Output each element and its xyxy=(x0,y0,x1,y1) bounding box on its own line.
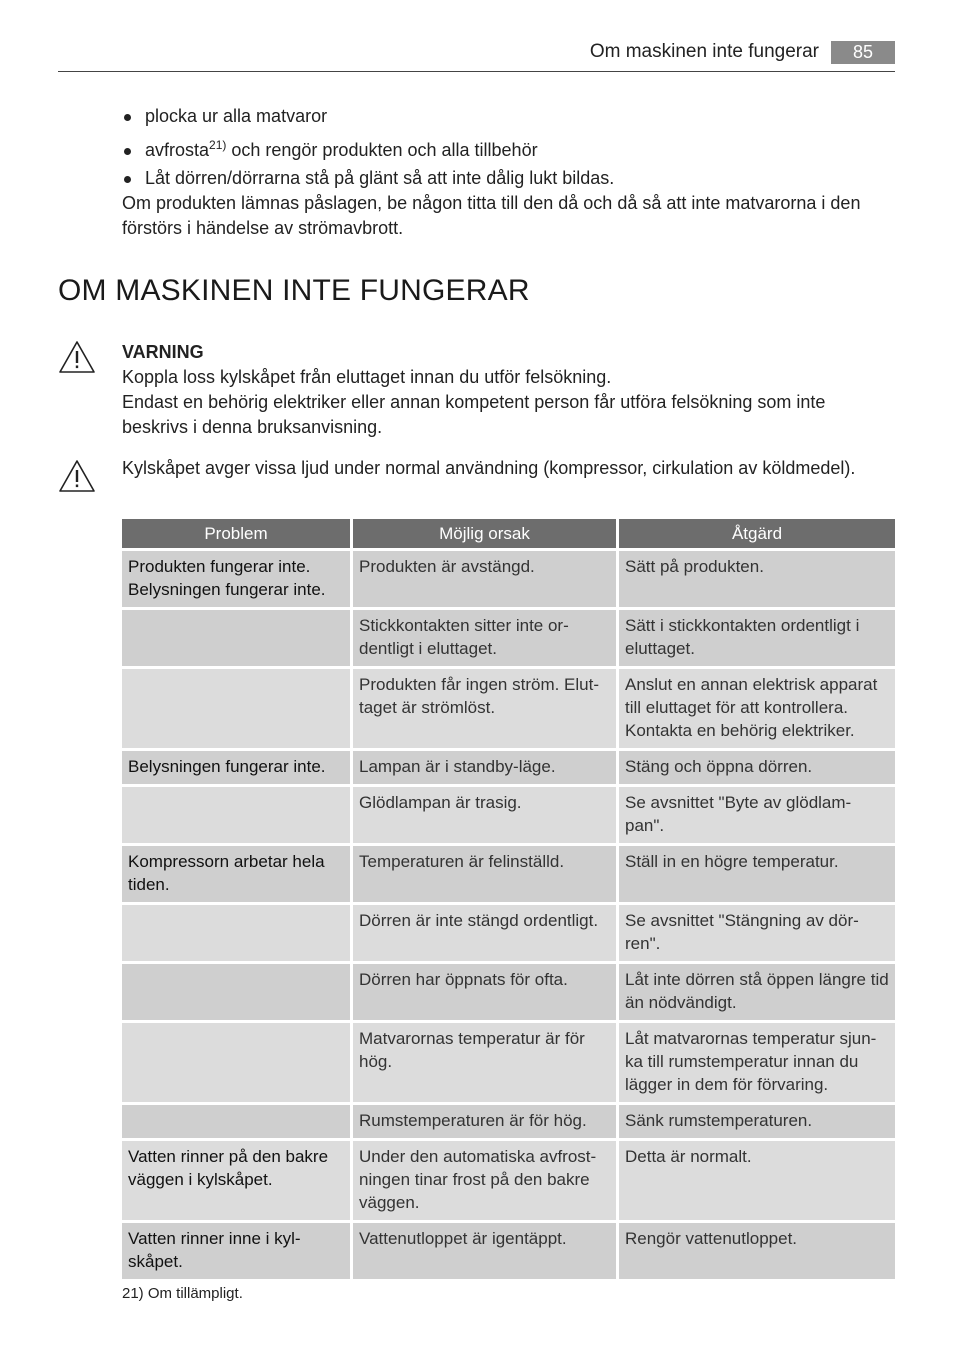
problem-cell xyxy=(122,905,353,964)
problem-cell xyxy=(122,1023,353,1105)
section-title: OM MASKINEN INTE FUNGERAR xyxy=(58,274,530,307)
warning-line: Koppla loss kylskåpet från eluttaget innan du utför felsökning. xyxy=(122,367,612,387)
list-item xyxy=(122,104,892,132)
cleaning-bullet-list xyxy=(122,104,892,241)
cause-cell: Produkten får ingen ström. Elut-taget är strömlöst. xyxy=(353,669,619,751)
warning-triangle-icon xyxy=(58,340,96,374)
action-cell: Anslut en annan elektrisk apparat till eluttaget för att kontrollera. Kontakta en behörig elektriker. xyxy=(619,669,895,751)
action-cell: Se avsnittet "Byte av glödlam-pan". xyxy=(619,787,895,846)
warning-heading: VARNING xyxy=(122,342,204,362)
action-cell: Sätt i stickkontakten ordentligt i eluttaget. xyxy=(619,610,895,669)
table-row xyxy=(122,787,895,846)
cause-cell: Produkten är avstängd. xyxy=(353,551,619,610)
table-row xyxy=(122,905,895,964)
bullet-icon xyxy=(124,114,131,121)
action-cell: Detta är normalt. xyxy=(619,1141,895,1223)
cause-cell: Under den automatiska avfrost-ningen tinar frost på den bakre väggen. xyxy=(353,1141,619,1223)
action-cell: Låt matvarornas temperatur sjun-ka till rumstemperatur innan du lägger in dem för förvaring. xyxy=(619,1023,895,1105)
problem-cell xyxy=(122,787,353,846)
bullet-icon xyxy=(124,176,131,183)
problem-cell: Produkten fungerar inte. Belysningen fungerar inte. xyxy=(122,551,353,610)
problem-cell xyxy=(122,610,353,669)
list-item xyxy=(122,166,892,191)
action-cell: Låt inte dörren stå öppen längre tid än nödvändigt. xyxy=(619,964,895,1023)
problem-cell: Kompressorn arbetar hela tiden. xyxy=(122,846,353,905)
problem-cell xyxy=(122,669,353,751)
column-header-cause: Möjlig orsak xyxy=(353,519,619,551)
table-row xyxy=(122,846,895,905)
list-item-text: plocka ur alla matvaror xyxy=(145,106,328,126)
running-title: Om maskinen inte fungerar xyxy=(589,41,819,62)
problem-cell: Belysningen fungerar inte. xyxy=(122,751,353,787)
problem-cell xyxy=(122,964,353,1023)
cause-cell: Vattenutloppet är igentäppt. xyxy=(353,1223,619,1282)
caution-text: Kylskåpet avger vissa ljud under normal användning (kompressor, cirkulation av köldmedel). xyxy=(122,458,856,478)
list-item xyxy=(122,132,892,166)
footnote-reference: 21) xyxy=(209,138,227,152)
table-row xyxy=(122,1223,895,1282)
cause-cell: Stickkontakten sitter inte or-dentligt i eluttaget. xyxy=(353,610,619,669)
table-header-row xyxy=(122,519,895,551)
table-row xyxy=(122,610,895,669)
table-row xyxy=(122,964,895,1023)
action-cell: Sänk rumstemperaturen. xyxy=(619,1105,895,1141)
list-item-text-continued: och rengör produkten och alla tillbehör xyxy=(226,140,538,160)
cause-cell: Rumstemperaturen är för hög. xyxy=(353,1105,619,1141)
action-cell: Rengör vattenutloppet. xyxy=(619,1223,895,1282)
problem-cell: Vatten rinner inne i kyl-skåpet. xyxy=(122,1223,353,1282)
warning-triangle-icon xyxy=(58,459,96,493)
column-header-problem: Problem xyxy=(122,519,353,551)
warning-text xyxy=(122,340,894,440)
table-row xyxy=(122,551,895,610)
cause-cell: Dörren har öppnats för ofta. xyxy=(353,964,619,1023)
list-item-text: Låt dörren/dörrarna stå på glänt så att inte dålig lukt bildas. xyxy=(145,168,615,188)
column-header-action: Åtgärd xyxy=(619,519,895,551)
problem-cell: Vatten rinner på den bakre väggen i kylskåpet. xyxy=(122,1141,353,1223)
action-cell: Se avsnittet "Stängning av dör-ren". xyxy=(619,905,895,964)
table-row xyxy=(122,1105,895,1141)
cause-cell: Temperaturen är felinställd. xyxy=(353,846,619,905)
warning-line: Endast en behörig elektriker eller annan kompetent person får utföra felsökning som inte beskrivs i denna bruksanvisning. xyxy=(122,392,826,437)
action-cell: Ställ in en högre temperatur. xyxy=(619,846,895,905)
footnote: 21) Om tillämpligt. xyxy=(122,1285,243,1302)
action-cell: Stäng och öppna dörren. xyxy=(619,751,895,787)
problem-cell xyxy=(122,1105,353,1141)
table-row xyxy=(122,751,895,787)
page-number: 85 xyxy=(831,41,895,64)
table-row xyxy=(122,669,895,751)
action-cell: Sätt på produkten. xyxy=(619,551,895,610)
cause-cell: Dörren är inte stängd ordentligt. xyxy=(353,905,619,964)
page-header xyxy=(58,38,895,72)
cause-cell: Lampan är i standby-läge. xyxy=(353,751,619,787)
table-row xyxy=(122,1023,895,1105)
bullet-icon xyxy=(124,148,131,155)
table-row xyxy=(122,1141,895,1223)
intro-paragraph: Om produkten lämnas påslagen, be någon titta till den då och då så att inte matvarorna i den förstörs i händelse av strömavbrott. xyxy=(122,193,861,238)
troubleshooting-table xyxy=(122,519,895,1282)
cause-cell: Matvarornas temperatur är för hög. xyxy=(353,1023,619,1105)
list-item-text: avfrosta xyxy=(145,140,210,160)
cause-cell: Glödlampan är trasig. xyxy=(353,787,619,846)
